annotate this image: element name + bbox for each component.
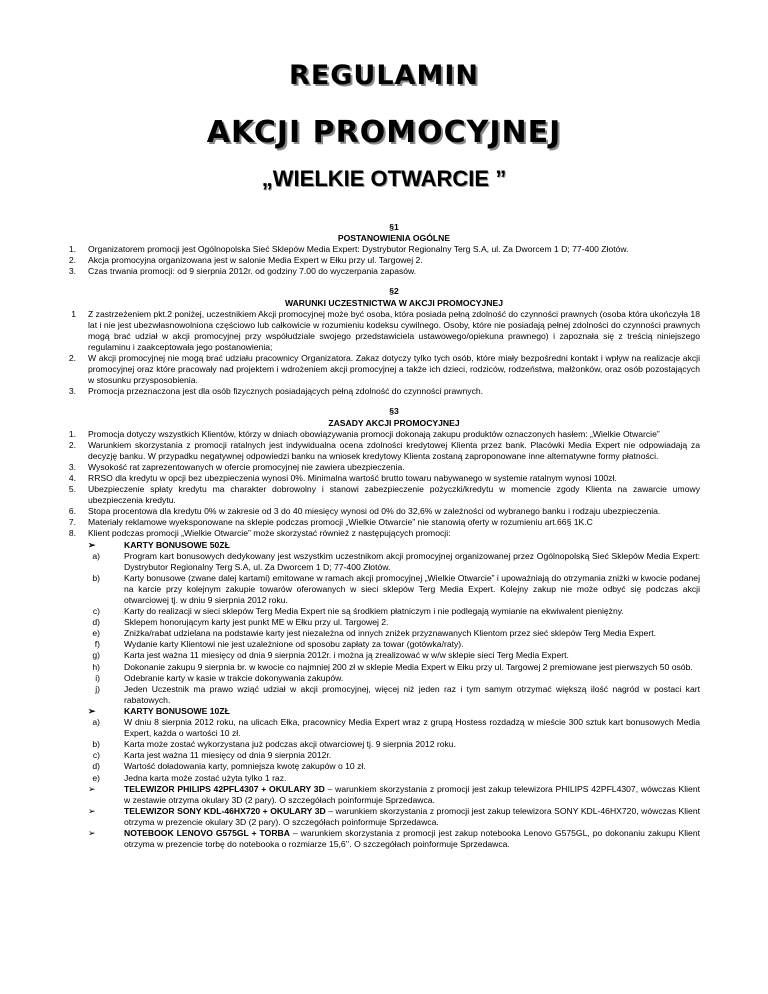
arrow-bullet-icon: ➢ xyxy=(88,805,96,816)
section-1-number: §1 xyxy=(389,222,399,232)
list-item: e) Jedna karta może zostać użyta tylko 1 raz. xyxy=(92,772,287,783)
list-item: 7. Materiały reklamowe wyeksponowane na sklepie podczas promocji „Wielkie Otwarcie” nie stanowią oferty w rozumieniu art.66§ 1K.C xyxy=(68,517,593,528)
title-wielkie-otwarcie xyxy=(0,166,768,192)
list-item: h) Dokonanie zakupu 9 sierpnia br. w kwocie co najmniej 200 zł w sklepie Media Expert w Ełku przy ul. Targowej 2 premiowane jest pierwszych 50 osób. xyxy=(92,661,693,672)
list-item: b) Karty bonusowe (zwane dalej kartami) emitowane w ramach akcji promocyjnej „Wielkie Otwarcie” i upoważniają do otrzymania zniżki w kwocie podanej na karcie przy kolejnym zakupie towarów oferowanych w sieci sklepów Terg Media Expert. Kolejny zakup nie może odbyć się podczas akcji otwarciowej tj. w dniu 9 sierpnia 2012 roku. xyxy=(92,572,700,605)
section-1-heading: POSTANOWIENIA OGÓLNE xyxy=(337,233,451,244)
list-item: i) Odebranie karty w kasie w trakcie dokonywania zakupów. xyxy=(95,672,344,683)
section-2-heading: WARUNKI UCZESTNICTWA W AKCJI PROMOCYJNEJ xyxy=(284,297,504,308)
bonus-50-heading: ➢ KARTY BONUSOWE 50ZŁ xyxy=(88,539,230,550)
list-item: e) Zniżka/rabat udzielana na podstawie karty jest niezależna od innych zniżek przyznawanych Klientom przez sieć sklepów Terg Media Expert. xyxy=(92,628,656,639)
list-item: b) Karta może zostać wykorzystana już podczas akcji otwarciowej tj. 9 sierpnia 2012 roku. xyxy=(92,739,456,750)
list-item: 2. W akcji promocyjnej nie mogą brać udziału pracownicy Organizatora. Zakaz dotyczy tylko tych osób, które miały bezpośredni kontakt i wpływ na realizacje akcji promocyjnej oraz które pracowały nad projektem i wdrożeniem akcji promocyjnej a także ich dzieci, rodziców, rodzeństwa, małżonków, oraz osób pozostających w stosunku przysposobienia. xyxy=(68,353,700,386)
title-akcji-promocyjnej: AKCJI PROMOCYJNEJ xyxy=(206,115,562,150)
title-wielkie-otwarcie-text: „WIELKIE OTWARCIE ” xyxy=(261,166,507,191)
list-item: a) W dniu 8 sierpnia 2012 roku, na ulicach Ełka, pracownicy Media Expert wraz z grupą Hostess rozdadzą w mieście 300 sztuk kart bonusowych Media Expert, każda o wartości 10 zł. xyxy=(92,717,700,739)
regulation-body xyxy=(68,222,700,850)
offer-sony-tv: ➢ TELEWIZOR SONY KDL-46HX720 + OKULARY 3D – warunkiem skorzystania z promocji jest zakup telewizora SONY KDL-46HX720, wówczas Klient otrzyma w prezencie okulary 3D (2 pary). O szczegółach poinformuje Sprzedawca. xyxy=(88,805,700,827)
list-item: c) Karta jest ważna 11 miesięcy od dnia 9 sierpnia 2012r. xyxy=(92,750,332,761)
arrow-bullet-icon: ➢ xyxy=(88,539,96,550)
list-item: 8. Klient podczas promocji „Wielkie Otwarcie” może skorzystać również z następujących promocji: xyxy=(68,528,451,539)
bonus-10-heading: ➢ KARTY BONUSOWE 10ZŁ xyxy=(88,705,230,716)
list-item: f) Wydanie karty Klientowi nie jest uzależnione od sposobu zapłaty za towar (gotówka/raty). xyxy=(94,639,464,650)
section-3-number: §3 xyxy=(389,406,399,417)
list-item: 1. Promocja dotyczy wszystkich Klientów, którzy w dniach obowiązywania promocji dokonają zakupu produktów oznaczonych hasłem: „Wielkie Otwarcie” xyxy=(68,428,660,439)
list-item: 4. RRSO dla kredytu w opcji bez ubezpieczenia wynosi 0%. Minimalna wartość brutto towaru nabywanego w systemie ratalnym wynosi 100zł. xyxy=(68,472,617,483)
list-item: a) Program kart bonusowych dedykowany jest wszystkim uczestnikom akcji promocyjnej organizowanej przez Ogólnopolską Sieć Sklepów Media Expert: Dystrybutor Regionalny Terg S.A, ul. Za Dworcem 1 D; 77-400 Złotów. xyxy=(92,550,700,572)
list-item: 2. Akcja promocyjna organizowana jest w salonie Media Expert w Ełku przy ul. Targowej 2. xyxy=(68,255,423,266)
offer-philips-tv: ➢ TELEWIZOR PHILIPS 42PFL4307 + OKULARY 3D – warunkiem skorzystania z promocji jest zakup telewizora PHILIPS 42PFL4307, wówczas Klient w zestawie otrzyma okulary 3D (2 pary). O szczegółach poinformuje Sprzedawca. xyxy=(88,783,700,805)
offer-lenovo-notebook: ➢ NOTEBOOK LENOVO G575GL + TORBA – warunkiem skorzystania z promocji jest zakup notebooka Lenovo G575GL, po dokonaniu zakupu Klient otrzyma w prezencie torbę do notebooka o rozmiarze 15,6’’. O szczegółach poinformuje Sprzedawca. xyxy=(88,827,700,850)
list-item: 3. Wysokość rat zaprezentowanych w ofercie promocyjnej nie zawiera ubezpieczenia. xyxy=(68,461,405,472)
section-3-heading: ZASADY AKCJI PROMOCYJNEJ xyxy=(328,417,460,428)
list-item: 1 Z zastrzeżeniem pkt.2 poniżej, uczestnikiem Akcji promocyjnej może być osoba, która posiada pełną zdolność do czynności prawnych (osoba która ukończyła 18 lat i nie jest ubezwłasnowolniona częściowo lub całkowicie w rozumieniu kodeksu cywilnego. Osoby, które nie posiadają pełnej zdolności do czynności prawnych mogą brać udział w akcji promocyjnej przy współudziale swojego przedstawiciela ustawowego/opiekuna prawnego) i zapoznała się z treścią niniejszego regulaminu i zaakceptowała jego postanowienia; xyxy=(71,308,700,352)
title-regulamin: REGULAMIN xyxy=(289,60,479,91)
arrow-bullet-icon: ➢ xyxy=(88,783,96,794)
list-item: j) Jeden Uczestnik ma prawo wziąć udział w akcji promocyjnej, więcej niż jeden raz i tym samym otrzymać większą ilość nagród w postaci kart rabatowych. xyxy=(95,683,700,705)
list-item: d) Sklepem honorującym karty jest punkt ME w Ełku przy ul. Targowej 2. xyxy=(92,617,389,628)
list-item: 3. Promocja przeznaczona jest dla osób fizycznych posiadających pełną zdolność do czynności prawnych. xyxy=(68,386,484,397)
list-item: 5. Ubezpieczenie spłaty kredytu ma charakter dobrowolny i stanowi zabezpieczenie pożyczki/kredytu w momencie zgody Klienta na zawarcie umowy ubezpieczenia kredytu. xyxy=(68,484,700,506)
arrow-bullet-icon: ➢ xyxy=(88,827,96,838)
list-item: g) Karta jest ważna 11 miesięcy od dnia 9 sierpnia 2012r. i można ją zrealizować w w/w sklepie sieci Terg Media Expert. xyxy=(92,650,569,661)
list-item: 2. Warunkiem skorzystania z promocji ratalnych jest indywidualna ocena zdolności kredytowej Klienta przez bank. Placówki Media Expert nie odpowiadają za decyzję banku. W przypadku negatywnej odpowiedzi banku na wniosek kredytowy Klienta zostaną zaproponowane inne alternatywne formy płatności. xyxy=(68,439,700,461)
list-item: 3. Czas trwania promocji: od 9 sierpnia 2012r. od godziny 7.00 do wyczerpania zapasów. xyxy=(68,266,417,277)
list-item: c) Karty do realizacji w sieci sklepów Terg Media Expert nie są środkiem płatniczym i nie podlegają wymianie na ekwiwalent pieniężny. xyxy=(92,606,624,617)
list-item: 6. Stopa procentowa dla kredytu 0% w zakresie od 3 do 40 miesięcy wynosi od 0% do 32,6% w zależności od wybranego banku i rodzaju ubezpieczenia. xyxy=(68,506,661,517)
arrow-bullet-icon: ➢ xyxy=(88,705,96,716)
list-item: d) Wartość doładowania karty, pomniejsza kwotę zakupów o 10 zł. xyxy=(92,761,366,772)
list-item: 1. Organizatorem promocji jest Ogólnopolska Sieć Sklepów Media Expert: Dystrybutor Regionalny Terg S.A, ul. Za Dworcem 1 D; 77-400 Złotów. xyxy=(68,244,629,255)
section-2-number: §2 xyxy=(389,286,399,297)
